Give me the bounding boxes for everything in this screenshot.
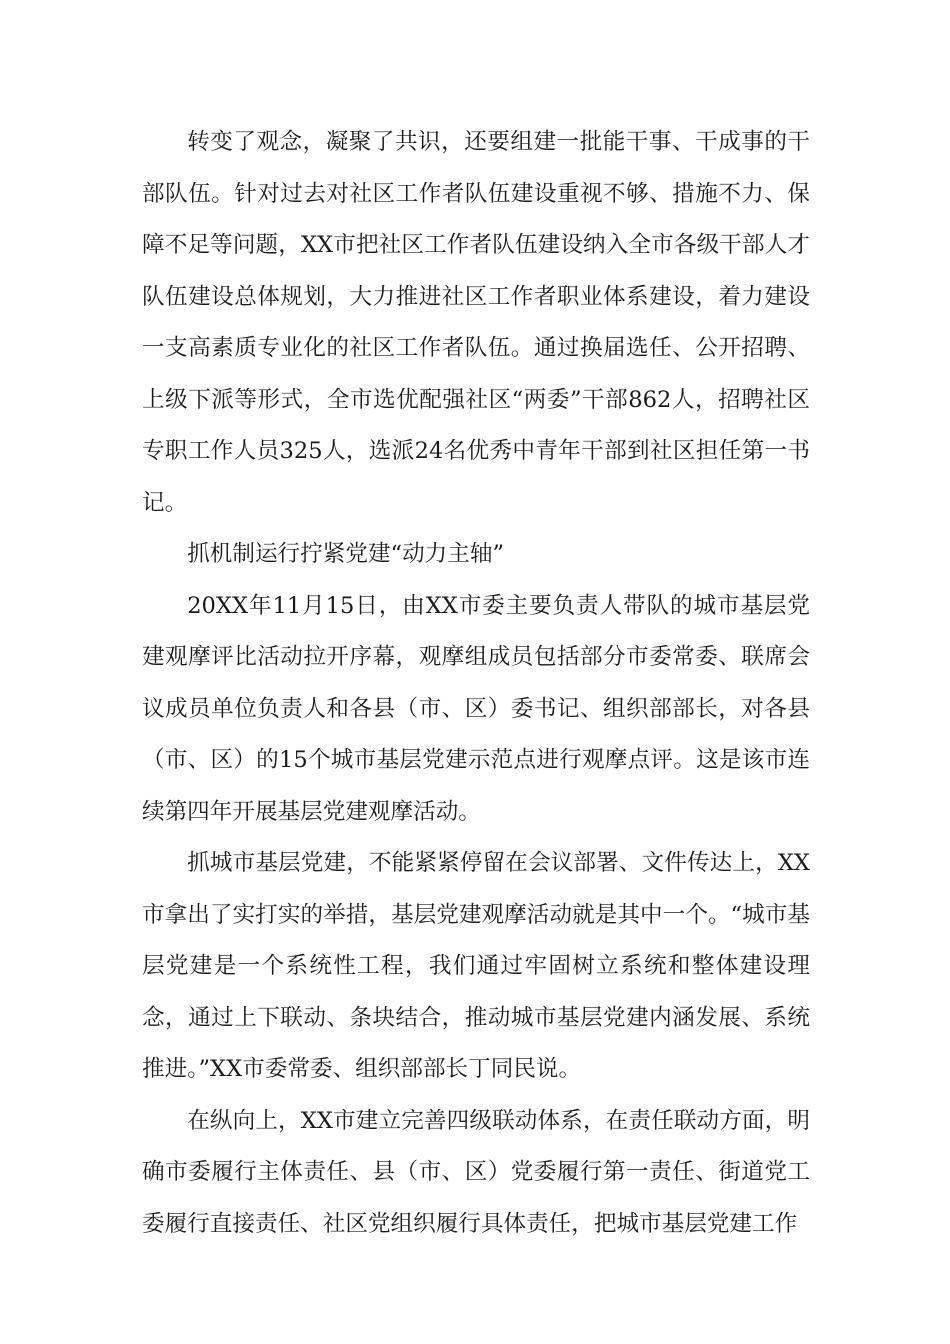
paragraph-measures-quote: 抓城市基层党建，不能紧紧停留在会议部署、文件传达上，XX市拿出了实打实的举措，基层党建观摩活动就是其中一个。“城市基层党建是一个系统性工程，我们通过牢固树立系统和整体建设理念，通过上下联动、条块结合，推动城市基层党建内涵发展、系统推进。”XX市委常委、组织部部长丁同民说。 (142, 850, 810, 1082)
paragraph-vertical-linkage: 在纵向上，XX市建立完善四级联动体系，在责任联动方面，明确市委履行主体责任、县（市、区）党委履行第一责任、街道党工委履行直接责任、社区党组织履行具体责任，把城市基层党建工作 (142, 1107, 810, 1237)
paragraph-observation-event: 20XX年11月15日，由XX市委主要负责人带队的城市基层党建观摩评比活动拉开序幕，观摩组成员包括部分市委常委、联席会议成员单位负责人和各县（市、区）委书记、组织部部长，对各县（市、区）的15个城市基层党建示范点进行观摩点评。这是该市连续第四年开展基层党建观摩活动。 (142, 592, 810, 825)
document-body (142, 117, 810, 1250)
paragraph-team-building: 转变了观念，凝聚了共识，还要组建一批能干事、干成事的干部队伍。针对过去对社区工作者队伍建设重视不够、措施不力、保障不足等问题，XX市把社区工作者队伍建设纳入全市各级干部人才队伍建设总体规划，大力推进社区工作者职业体系建设，着力建设一支高素质专业化的社区工作者队伍。通过换届选任、公开招聘、上级下派等形式，全市选优配强社区“两委”干部862人，招聘社区专职工作人员325人，选派24名优秀中青年干部到社区担任第一书记。 (142, 129, 810, 516)
section-heading: 抓机制运行拧紧党建“动力主轴” (187, 541, 505, 567)
